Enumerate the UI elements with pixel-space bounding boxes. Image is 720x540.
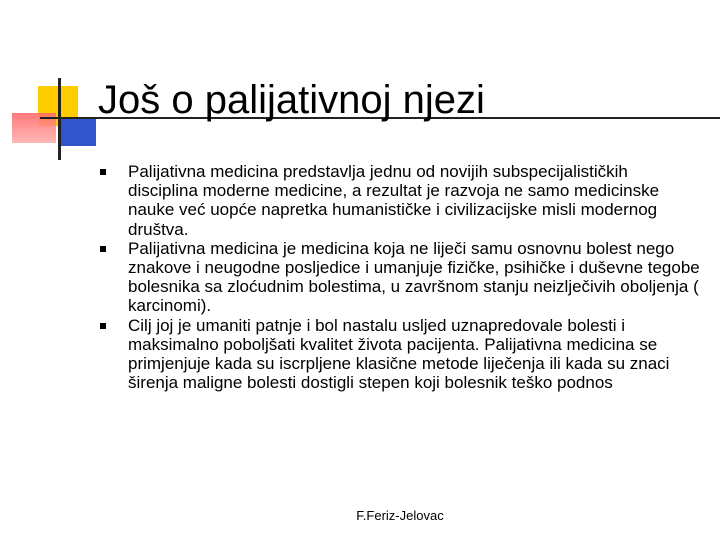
- decor-vertical-line: [58, 78, 61, 160]
- bullet-list: [100, 162, 700, 392]
- bullet-item: [100, 316, 700, 393]
- bullet-text: Palijativna medicina je medicina koja ne liječi samu osnovnu bolest nego znakove i neugodne posljedice i umanjuje fizičke, psihičke i duševne tegobe bolesnika sa zloćudnim bolestima, u završnom stanju neizlječivih oboljenja ( karcinomi).: [128, 238, 700, 316]
- bullet-square-icon: [100, 169, 106, 175]
- bullet-text: Palijativna medicina predstavlja jednu od novijih subspecijalističkih disciplina moderne medicine, a rezultat je razvoja ne samo medicinske nauke već uopće napretka humanističke i civilizacijske misli modernog društva.: [128, 162, 660, 239]
- bullet-square-icon: [100, 246, 106, 252]
- slide-title: Još o palijativnoj njezi: [98, 78, 485, 122]
- bullet-item: [100, 162, 700, 239]
- bullet-text: Cilj joj je umaniti patnje i bol nastalu usljed uznapredovale bolesti i maksimalno poboljšati kvalitet života pacijenta. Palijativna medicina se primjenjuje kada su iscrpljene klasične metode liječenja ili kada su znaci širenja maligne bolesti dostigli stepen koji bolesnik teško podnos: [128, 315, 670, 393]
- bullet-square-icon: [100, 323, 106, 329]
- bullet-item: [100, 239, 700, 316]
- decor-blue-square: [58, 118, 96, 146]
- slide-footer: F.Feriz-Jelovac: [356, 508, 444, 523]
